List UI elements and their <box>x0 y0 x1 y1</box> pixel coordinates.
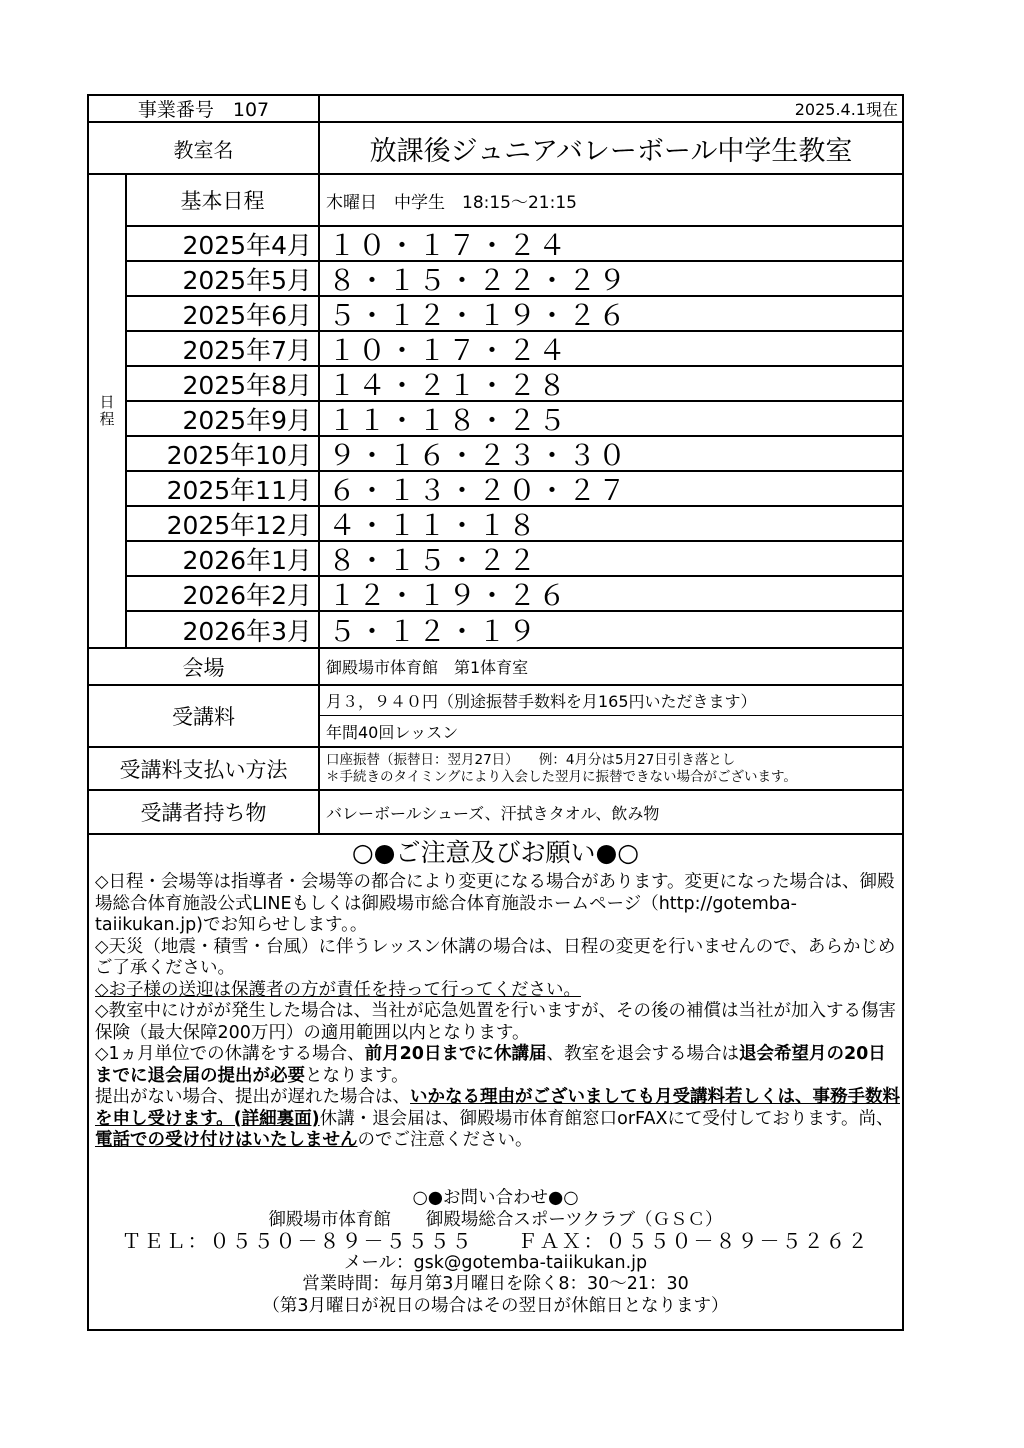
schedule-month: 2025年6月 <box>182 300 312 330</box>
note-submission: 提出がない場合、提出が遅れた場合は、いかなる理由がございましても月受講料若しくは、事務手数料を申し受けます。(詳細裏面)休講・退会届は、御殿場市体育館窓口orFAXにて受付しております。尚、電話での受け付けはいたしませんのでご注意ください。 <box>95 1087 900 1150</box>
payment-line-2: ＊手続きのタイミングにより入会した翌月に振替できない場合がございます。 <box>326 768 797 785</box>
notes-title: ○●ご注意及びお願い●○ <box>351 838 640 867</box>
schedule-dates: ８・１５・２２ <box>328 543 539 575</box>
schedule-dates: ６・１３・２０・２７ <box>328 473 629 505</box>
note-schedule-change: ◇日程・会場等は指導者・会場等の都合により変更になる場合があります。変更になった場合は、御殿場総合体育施設公式LINEもしくは御殿場市総合体育施設ホームページ（http://gotemba-taiikukan.jp)でお知らせします。。 <box>95 872 895 935</box>
note-weather: ◇天災（地震・積雪・台風）に伴うレッスン休講の場合は、日程の変更を行いませんので、あらかじめご了承ください。 <box>95 936 896 978</box>
info-sheet <box>87 94 904 1331</box>
schedule-month: 2025年10月 <box>166 440 312 470</box>
contact-block <box>89 1188 902 1317</box>
schedule-section-label: 日程 <box>97 394 116 428</box>
schedule-dates: ８・１５・２２・２９ <box>328 263 629 295</box>
schedule-month: 2026年2月 <box>182 580 312 610</box>
basic-schedule-label: 基本日程 <box>180 189 265 213</box>
schedule-dates: ４・１１・１８ <box>328 508 539 540</box>
schedule-month: 2025年5月 <box>182 265 312 295</box>
note-injury: ◇教室中にけがが発生した場合は、当社が応急処置を行いますが、その後の補償は当社が加入する傷害保険（最大保障200万円）の適用範囲以内となります。 <box>95 1001 896 1043</box>
fee-lessons: 年間40回レッスン <box>326 722 459 742</box>
schedule-dates: １０・１７・２４ <box>328 228 569 260</box>
contact-phone: ＴＥＬ：０５５０－８９－５５５５ ＦＡＸ：０５５０－８９－５２６２ <box>121 1229 870 1253</box>
schedule-month: 2025年8月 <box>182 370 312 400</box>
fee-monthly: 月３，９４０円（別途振替手数料を月165円いただきます） <box>326 692 757 711</box>
contact-email[interactable]: メール：gsk@gotemba-taiikukan.jp <box>343 1252 648 1273</box>
belongings-label: 受講者持ち物 <box>140 801 267 825</box>
schedule-month: 2026年3月 <box>182 616 312 646</box>
fee-label: 受講料 <box>172 705 235 729</box>
contact-title: ○●お問い合わせ●○ <box>412 1188 579 1208</box>
payment-value <box>320 748 902 789</box>
schedule-month: 2025年4月 <box>182 230 312 260</box>
notes-body <box>95 872 900 1152</box>
schedule-dates: ９・１６・２３・３０ <box>328 438 629 470</box>
schedule-month: 2025年11月 <box>166 475 312 505</box>
schedule-month: 2025年7月 <box>182 335 312 365</box>
payment-label: 受講料支払い方法 <box>119 757 288 782</box>
basic-schedule-value: 木曜日 中学生 18:15〜21:15 <box>326 192 577 213</box>
note-leave: ◇1ヵ月単位での休講をする場合、前月20日までに休講届、教室を退会する場合は退会希望月の20日までに退会届の提出が必要となります。 <box>95 1044 886 1086</box>
venue-label: 会場 <box>182 655 225 680</box>
contact-orgs: 御殿場市体育館 御殿場総合スポーツクラブ（ＧＳＣ） <box>268 1209 723 1230</box>
rule <box>89 833 902 835</box>
schedule-dates: １４・２１・２８ <box>328 368 569 400</box>
schedule-month: 2025年12月 <box>166 510 312 540</box>
schedule-dates: １０・１７・２４ <box>328 333 569 365</box>
contact-holiday: （第3月曜日が祝日の場合はその翌日が休館日となります） <box>262 1295 729 1316</box>
schedule-dates: ５・１２・１９ <box>328 614 539 647</box>
as-of-date: 2025.4.1現在 <box>794 100 898 119</box>
schedule-month: 2026年1月 <box>182 545 312 575</box>
project-number: 事業番号 107 <box>137 99 270 121</box>
schedule-dates: １１・１８・２５ <box>328 403 569 435</box>
class-name: 放課後ジュニアバレーボール中学生教室 <box>369 135 853 167</box>
venue-value: 御殿場市体育館 第1体育室 <box>326 658 529 677</box>
class-label: 教室名 <box>173 137 234 162</box>
schedule-month: 2025年9月 <box>182 405 312 435</box>
payment-line-1: 口座振替（振替日：翌月27日） 例：4月分は5月27日引き落とし <box>326 751 736 768</box>
schedule-dates: ５・１２・１９・２６ <box>328 298 629 330</box>
belongings-value: バレーボールシューズ、汗拭きタオル、飲み物 <box>326 803 660 823</box>
note-pickup: ◇お子様の送迎は保護者の方が責任を持って行ってください。 <box>95 979 581 1000</box>
schedule-dates: １２・１９・２６ <box>328 578 569 610</box>
contact-hours: 営業時間：毎月第3月曜日を除く8：30〜21：30 <box>302 1274 689 1294</box>
